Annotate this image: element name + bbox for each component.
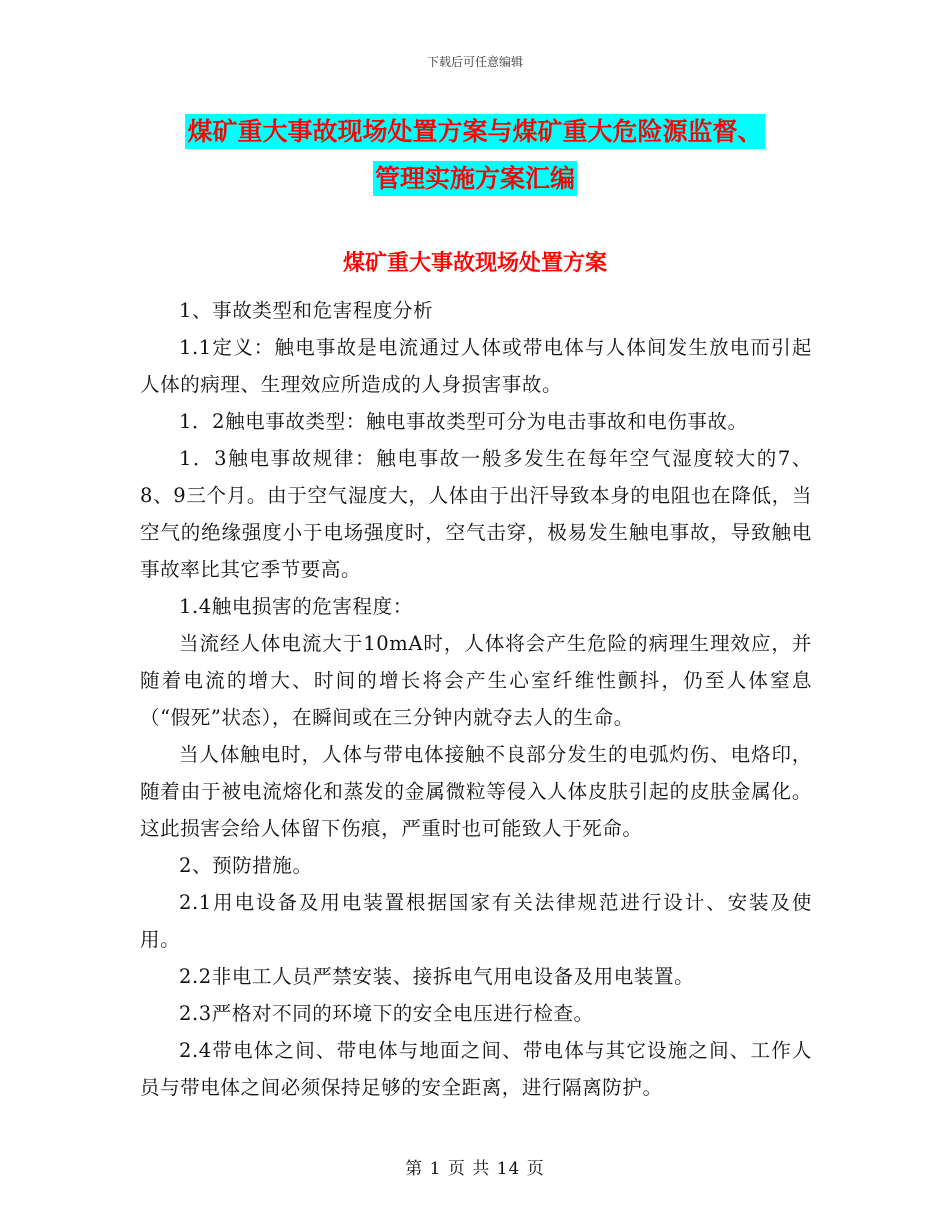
paragraph: 1、事故类型和危害程度分析: [179, 299, 434, 322]
paragraph: 2、预防措施。: [179, 854, 313, 877]
title-line-2: 管理实施方案汇编: [373, 161, 577, 196]
paragraph: 1．2触电事故类型：触电事故类型可分为电击事故和电伤事故。: [179, 410, 748, 433]
paragraph: 1.1定义：触电事故是电流通过人体或带电体与人体间发生放电而引起人体的病理、生理效应所造成的人身损害事故。: [140, 336, 812, 396]
paragraph: 当流经人体电流大于10mA时，人体将会产生危险的病理生理效应，并随着电流的增大、时间的增长将会产生心室纤维性颤抖，仍至人体窒息（“假死”状态），在瞬间或在三分钟内就夺去人的生命。: [140, 632, 812, 729]
title-line-1: 煤矿重大事故现场处置方案与煤矿重大危险源监督、: [185, 114, 764, 149]
section-heading: 煤矿重大事故现场处置方案: [342, 251, 607, 276]
paragraph: 2.4带电体之间、带电体与地面之间、带电体与其它设施之间、工作人员与带电体之间必须保持足够的安全距离，进行隔离防护。: [140, 1039, 812, 1099]
header-note: 下载后可任意编辑: [426, 55, 523, 69]
paragraph: 2.3严格对不同的环境下的安全电压进行检查。: [179, 1002, 594, 1025]
page-footer: 第 1 页 共 14 页: [405, 1159, 545, 1179]
document-body: [140, 292, 812, 1106]
paragraph: 当人体触电时，人体与带电体接触不良部分发生的电弧灼伤、电烙印，随着由于被电流熔化和蒸发的金属微粒等侵入人体皮肤引起的皮肤金属化。这此损害会给人体留下伤痕，严重时也可能致人于死命。: [140, 743, 812, 840]
paragraph: 2.1用电设备及用电装置根据国家有关法律规范进行设计、安装及使用。: [140, 891, 812, 951]
paragraph: 2.2非电工人员严禁安装、接拆电气用电设备及用电装置。: [179, 965, 695, 988]
paragraph: 1．3触电事故规律：触电事故一般多发生在每年空气湿度较大的7、8、9三个月。由于空气湿度大，人体由于出汗导致本身的电阻也在降低，当空气的绝缘强度小于电场强度时，空气击穿，极易发生触电事故，导致触电事故率比其它季节要高。: [140, 447, 812, 581]
paragraph: 1.4触电损害的危害程度：: [179, 595, 413, 618]
document-title: [0, 108, 950, 202]
